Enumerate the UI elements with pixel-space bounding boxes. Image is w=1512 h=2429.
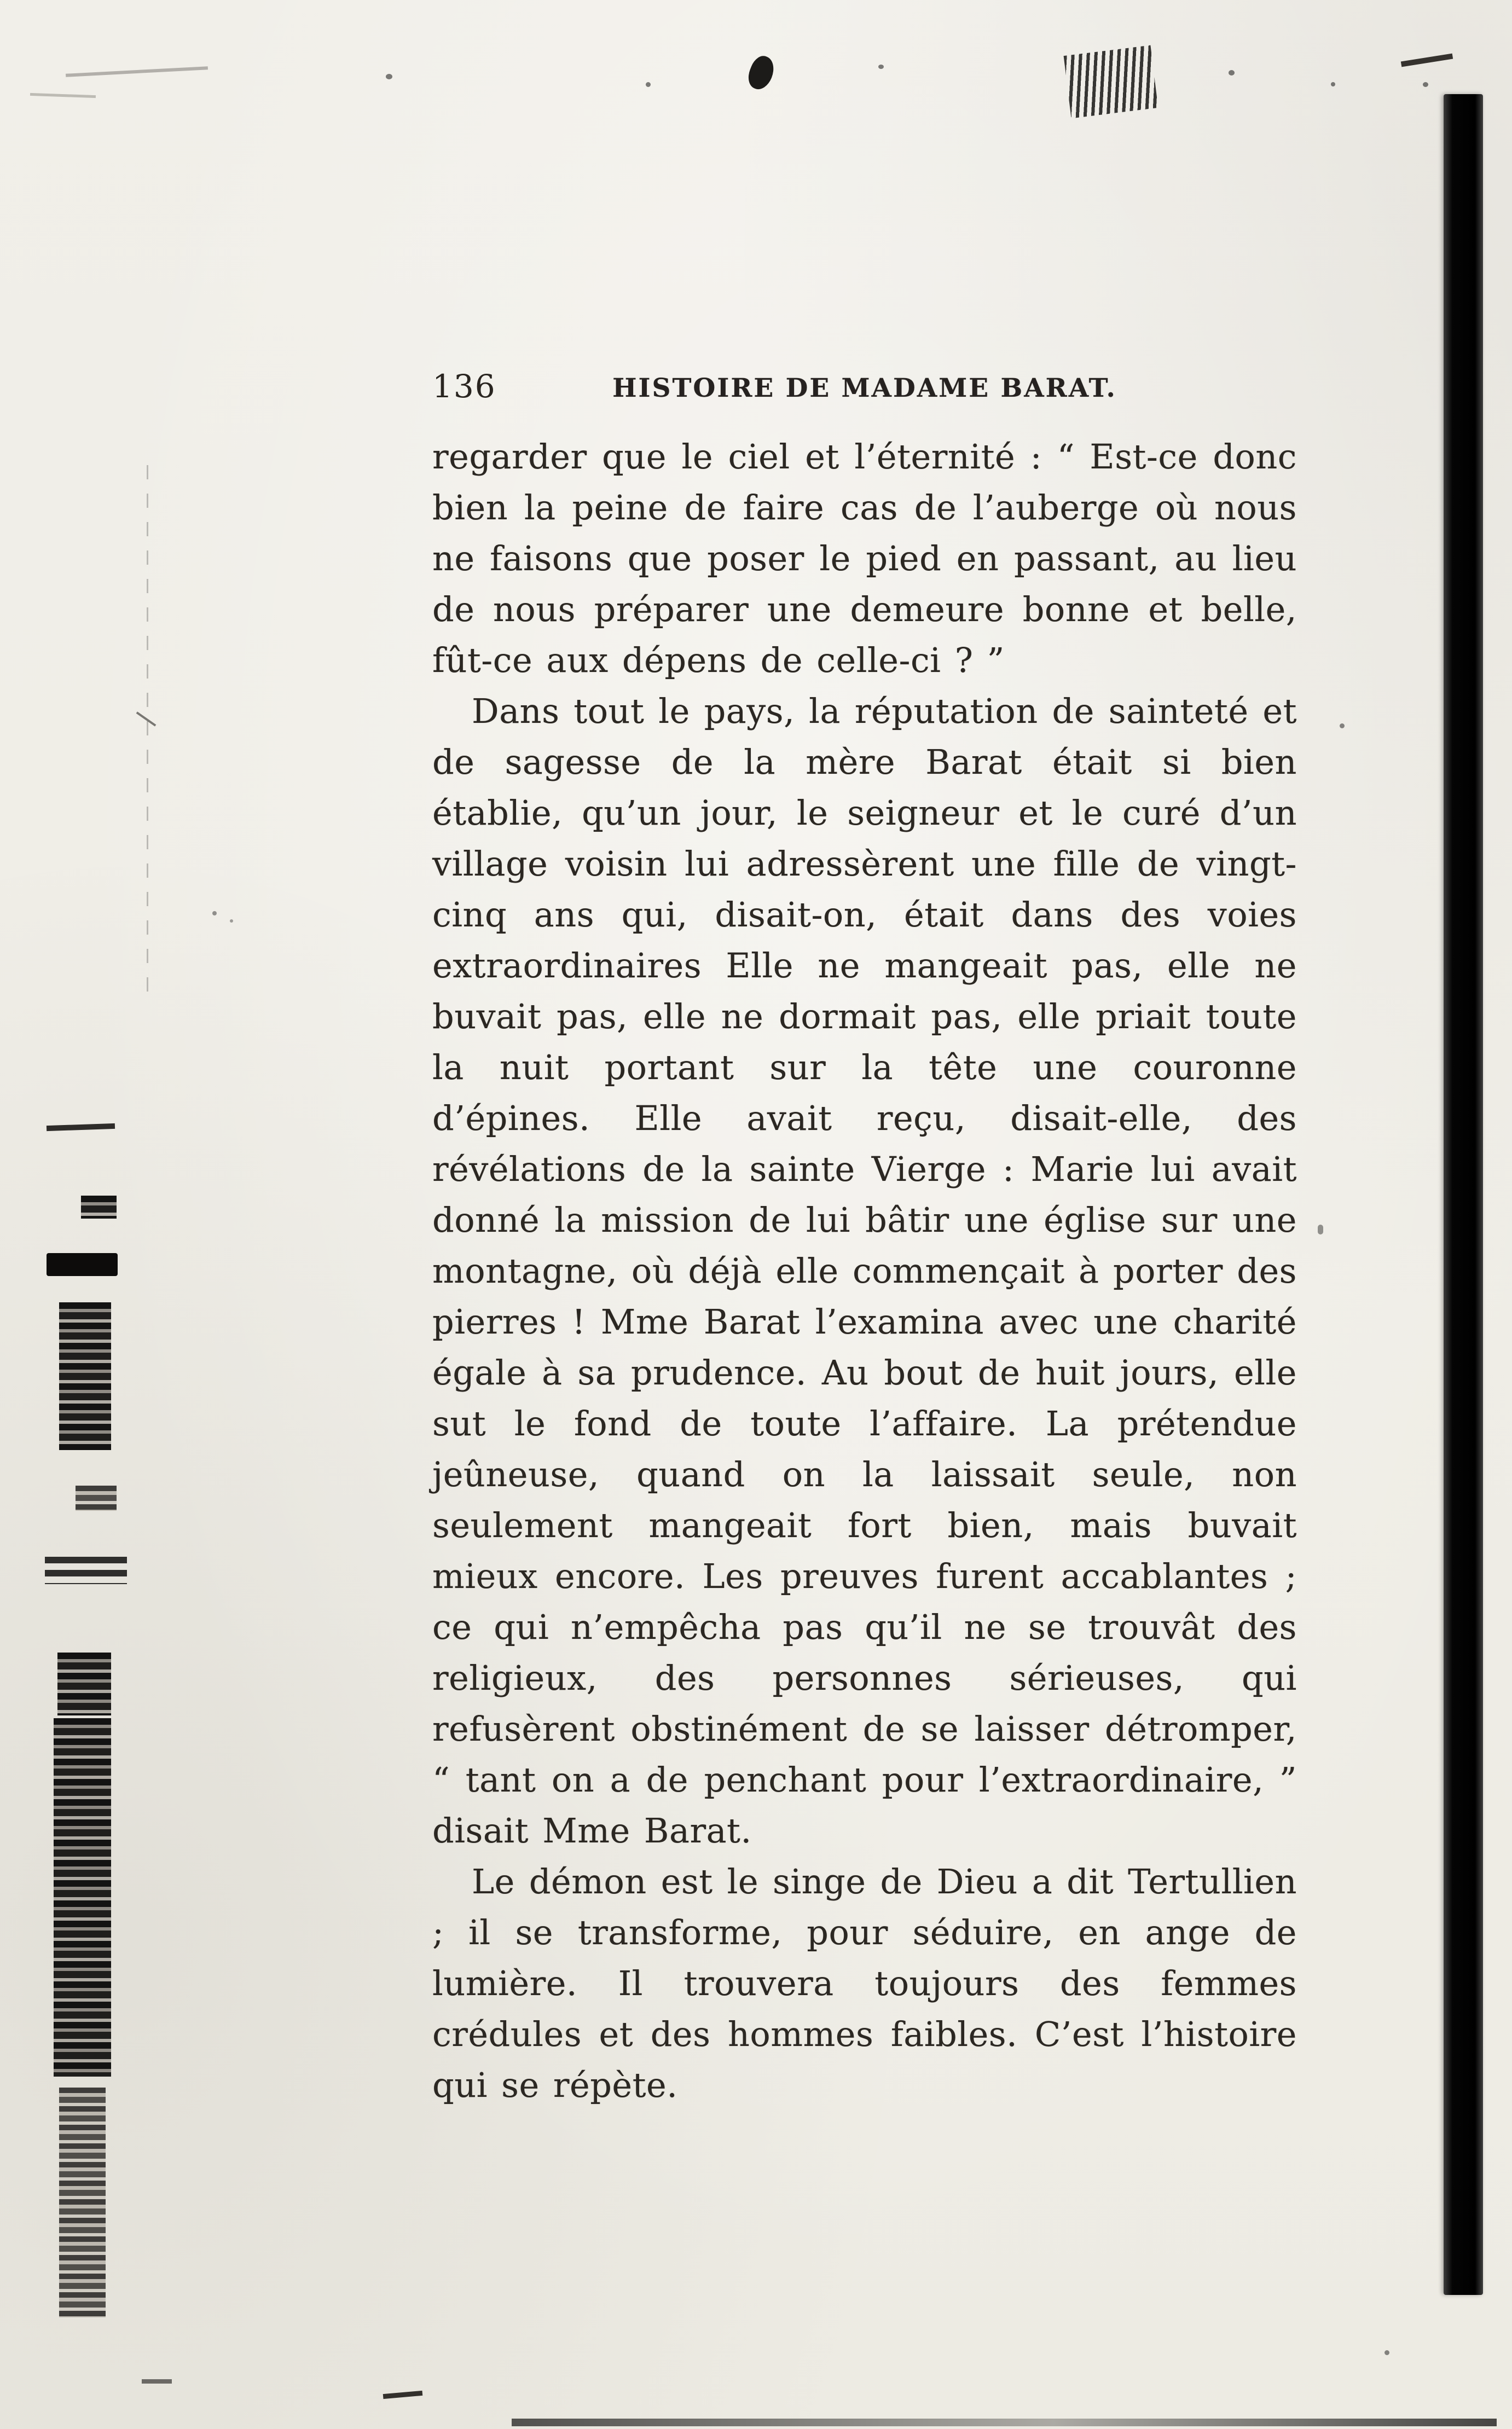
scan-artifact: [383, 2391, 423, 2399]
scan-artifact: [76, 1486, 117, 1511]
scan-artifact: [1384, 2350, 1389, 2355]
scan-artifact: [30, 93, 96, 98]
scan-artifact: [59, 1302, 111, 1450]
gutter-crease: [147, 465, 148, 1001]
paragraph: Dans tout le pays, la réputation de sainteté et de sagesse de la mère Barat était si bien établie, qu’un jour, le seigneur et le curé d’un village voisin lui adressèrent une fille de vingt-cinq ans qui, disait-on, était dans des voies extraordinaires Elle ne mangeait pas, elle ne buvait pas, elle ne dormait pas, elle priait toute la nuit portant sur la tête une couronne d’épines. Elle avait reçu, disait-elle, des révélations de la sainte Vierge : Marie lui avait donné la mission de lui bâtir une église sur une montagne, où déjà elle commençait à porter des pierres ! Mme Barat l’examina avec une charité égale à sa prudence. Au bout de huit jours, elle sut le fond de toute l’affaire. La prétendue jeûneuse, quand on la laissait seule, non seulement mangeait fort bien, mais buvait mieux encore. Les preuves furent accablantes ; ce qui n’empêcha pas qu’il ne se trouvât des religieux, des personnes sérieuses, qui refusèrent obstinément de se laisser détromper, “ tant on a de penchant pour l’extraordinaire, ” disait Mme Barat.: [432, 691, 1297, 1851]
scan-artifact: [512, 2419, 1497, 2426]
scan-black-bar: [1444, 94, 1483, 2295]
scan-artifact: [1423, 82, 1428, 87]
scan-artifact: [142, 2379, 172, 2384]
scan-artifact: [54, 1718, 111, 2077]
scan-artifact: [1064, 45, 1158, 119]
scan-artifact: [81, 1196, 117, 1219]
scan-artifact: [1331, 82, 1335, 86]
scan-artifact: [57, 1653, 111, 1715]
scan-artifact: [1340, 723, 1345, 728]
scan-artifact: [878, 65, 884, 69]
paragraph: Le démon est le singe de Dieu a dit Tertullien ; il se transforme, pour séduire, en ange de lumière. Il trouvera toujours des femmes crédules et des hommes faibles. C’est l’histoire qui se répète.: [432, 1862, 1297, 2105]
scan-artifact: [47, 1123, 115, 1131]
scan-artifact: [386, 74, 392, 79]
scan-artifact: [212, 911, 217, 915]
scan-artifact: [66, 66, 208, 77]
scan-artifact: [1229, 70, 1235, 76]
scan-artifact: [744, 53, 778, 92]
paragraph: regarder que le ciel et l’éternité : “ Est-ce donc bien la peine de faire cas de l’auberge où nous ne faisons que poser le pied en passant, au lieu de nous préparer une demeure bonne et belle, fût-ce aux dépens de celle-ci ? ”: [432, 437, 1297, 680]
page-number: 136: [432, 368, 496, 405]
scan-artifact: [1318, 1225, 1323, 1234]
scan-artifact: [230, 919, 233, 923]
scan-artifact: [59, 2088, 106, 2317]
scan-artifact: [45, 1557, 127, 1584]
scan-artifact: [1401, 54, 1453, 67]
running-title: HISTOIRE DE MADAME BARAT.: [612, 373, 1117, 403]
scan-artifact: [47, 1253, 118, 1276]
scan-artifact: [136, 711, 157, 726]
page-header: [432, 364, 1297, 414]
body-text: [432, 431, 1297, 2111]
scan-artifact: [646, 82, 651, 87]
